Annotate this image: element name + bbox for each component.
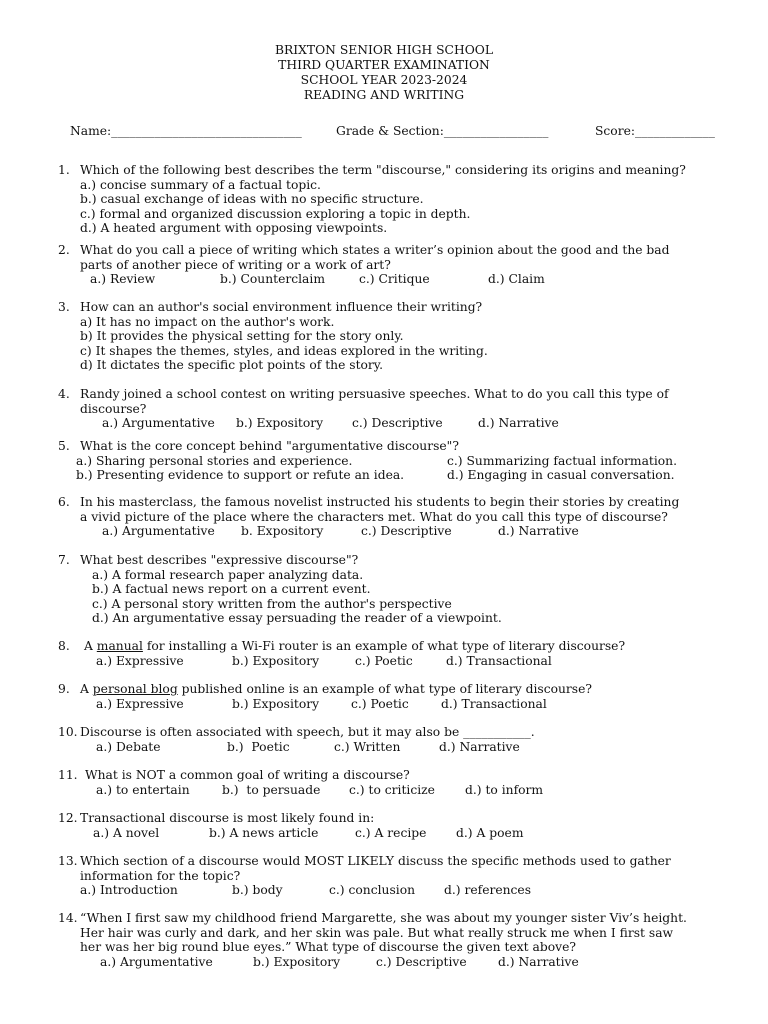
question-text: How can an author's social environment influence their writing? (80, 300, 483, 314)
choice-c[interactable]: c.) conclusion (329, 883, 416, 897)
exam-title: THIRD QUARTER EXAMINATION (278, 58, 490, 72)
choice-a[interactable]: a.) Expressive (96, 696, 184, 711)
choice-c[interactable]: c.) Summarizing factual information. (447, 453, 678, 468)
question-number: 10. (58, 725, 78, 739)
score-field[interactable]: Score:_____________ (595, 124, 715, 138)
choice-b[interactable]: b.) Expository (253, 954, 341, 969)
question-text: Which section of a discourse would MOST LIKELY discuss the specific methods used to gather (80, 854, 671, 868)
choice-c[interactable]: c.) Descriptive (352, 416, 443, 430)
choice-a[interactable]: a.) Introduction (80, 883, 178, 897)
choice-b[interactable]: b.) to persuade (222, 782, 321, 797)
choice-d[interactable]: d.) Narrative (439, 739, 520, 754)
choice-d[interactable]: d.) Narrative (498, 954, 579, 969)
question-number: 6. (58, 495, 70, 509)
choice-b[interactable]: b.) A factual news report on a current event. (92, 582, 371, 596)
question-text: Which of the following best describes the term "discourse," considering its origins and meaning? (80, 163, 686, 177)
choice-c[interactable]: c) It shapes the themes, styles, and ideas explored in the writing. (80, 343, 488, 358)
question-text: Randy joined a school contest on writing persuasive speeches. What to do you call this type of (80, 387, 669, 401)
choice-a[interactable]: a.) Argumentative (100, 954, 213, 969)
choice-b[interactable]: b.) A news article (209, 825, 319, 840)
question-text: In his masterclass, the famous novelist instructed his students to begin their stories by creating (80, 495, 680, 509)
choice-b[interactable]: b.) Expository (236, 416, 324, 430)
choice-a[interactable]: a.) Debate (96, 739, 161, 754)
choice-a[interactable]: a.) Sharing personal stories and experience. (76, 453, 353, 468)
choice-a[interactable]: a.) A novel (93, 825, 160, 840)
question-text-cont: discourse? (80, 401, 147, 416)
question-text: “When I first saw my childhood friend Margarette, she was about my younger sister Viv’s height. (80, 911, 687, 925)
choice-c[interactable]: c.) Descriptive (361, 524, 452, 538)
question-number: 5. (58, 439, 70, 453)
question-text: Discourse is often associated with speech, but it may also be ___________. (80, 725, 535, 739)
choice-a[interactable]: a.) Argumentative (102, 416, 215, 430)
choice-c[interactable]: c.) Descriptive (376, 954, 467, 969)
choice-a[interactable]: a.) concise summary of a factual topic. (80, 177, 321, 192)
question-text: What is NOT a common goal of writing a discourse? (85, 768, 410, 782)
grade-section-field[interactable]: Grade & Section:_________________ (336, 124, 549, 138)
choice-b[interactable]: b.) Counterclaim (220, 272, 325, 286)
choice-d[interactable]: d) It dictates the specific plot points of the story. (80, 358, 384, 372)
choice-b[interactable]: b) It provides the physical setting for the story only. (80, 329, 404, 343)
choice-d[interactable]: d.) Transactional (446, 653, 552, 668)
school-name: BRIXTON SENIOR HIGH SCHOOL (274, 43, 494, 57)
choice-d[interactable]: d.) Engaging in casual conversation. (447, 468, 675, 482)
underlined-term: manual (96, 639, 143, 653)
choice-a[interactable]: a.) Argumentative (102, 524, 215, 538)
choice-d[interactable]: d.) A poem (456, 825, 524, 840)
choice-a[interactable]: a.) Review (90, 272, 156, 286)
choice-c[interactable]: c.) to criticize (349, 782, 435, 797)
subject-title: READING AND WRITING (303, 88, 465, 102)
choice-c[interactable]: c.) Poetic (355, 653, 413, 668)
student-info-row (0, 124, 768, 140)
choice-b[interactable]: b.) Poetic (227, 739, 290, 754)
choice-c[interactable]: c.) Poetic (351, 696, 409, 711)
choice-c[interactable]: c.) A recipe (355, 825, 427, 840)
question-number: 11. (58, 768, 78, 782)
question-number: 3. (58, 300, 70, 314)
question-number: 2. (58, 243, 70, 257)
choice-d[interactable]: d.) Narrative (498, 524, 579, 538)
choice-b[interactable]: b.) Expository (232, 653, 320, 668)
choice-d[interactable]: d.) to inform (465, 782, 544, 797)
question-text-cont: her was her big round blue eyes.” What type of discourse the given text above? (80, 940, 576, 954)
question-text: What do you call a piece of writing which states a writer’s opinion about the good and the bad (80, 243, 670, 257)
question-text-cont: parts of another piece of writing or a work of art? (80, 257, 391, 272)
choice-c[interactable]: c.) formal and organized discussion exploring a topic in depth. (80, 206, 471, 221)
question-text: What best describes "expressive discourse"? (80, 553, 359, 567)
choice-a[interactable]: a) It has no impact on the author's work. (80, 314, 335, 329)
question-number: 9. (58, 682, 70, 696)
choice-a[interactable]: a.) A formal research paper analyzing data. (92, 567, 364, 582)
question-text: Transactional discourse is most likely found in: (80, 811, 375, 825)
choice-d[interactable]: d.) Narrative (478, 416, 559, 430)
choice-d[interactable]: d.) A heated argument with opposing viewpoints. (80, 221, 388, 235)
choice-d[interactable]: d.) references (444, 883, 532, 897)
choice-b[interactable]: b.) casual exchange of ideas with no specific structure. (80, 192, 424, 206)
school-year: SCHOOL YEAR 2023-2024 (300, 73, 468, 87)
question-number: 12. (58, 811, 78, 825)
choice-b[interactable]: b.) Presenting evidence to support or refute an idea. (76, 468, 405, 482)
question-text: What is the core concept behind "argumentative discourse"? (80, 439, 459, 453)
choice-b[interactable]: b.) body (232, 883, 283, 897)
question-text: A personal blog published online is an example of what type of literary discourse? (80, 682, 592, 696)
question-text-cont: information for the topic? (80, 868, 241, 883)
choice-b[interactable]: b. Expository (241, 524, 324, 538)
question-text-cont: Her hair was curly and dark, and her skin was pale. But what really struck me when I first saw (80, 925, 674, 940)
choice-a[interactable]: a.) Expressive (96, 653, 184, 668)
question-number: 13. (58, 854, 78, 868)
choice-c[interactable]: c.) Critique (359, 272, 430, 286)
question-number: 14. (58, 911, 78, 925)
question-text: A manual for installing a Wi-Fi router is an example of what type of literary discourse? (84, 639, 626, 653)
question-number: 4. (58, 387, 70, 401)
choice-d[interactable]: d.) An argumentative essay persuading the reader of a viewpoint. (92, 611, 502, 625)
choice-d[interactable]: d.) Claim (488, 272, 545, 286)
choice-c[interactable]: c.) A personal story written from the author's perspective (92, 596, 452, 611)
choice-a[interactable]: a.) to entertain (96, 782, 190, 797)
choice-b[interactable]: b.) Expository (232, 696, 320, 711)
question-number: 8. (58, 639, 70, 653)
question-text-cont: a vivid picture of the place where the characters met. What do you call this type of discourse? (80, 509, 668, 524)
underlined-term: personal blog (92, 682, 178, 696)
name-field[interactable]: Name:_______________________________ (70, 124, 302, 138)
exam-header (0, 43, 768, 103)
question-number: 1. (58, 163, 70, 177)
question-number: 7. (58, 553, 70, 567)
choice-d[interactable]: d.) Transactional (441, 696, 547, 711)
choice-c[interactable]: c.) Written (334, 739, 401, 754)
